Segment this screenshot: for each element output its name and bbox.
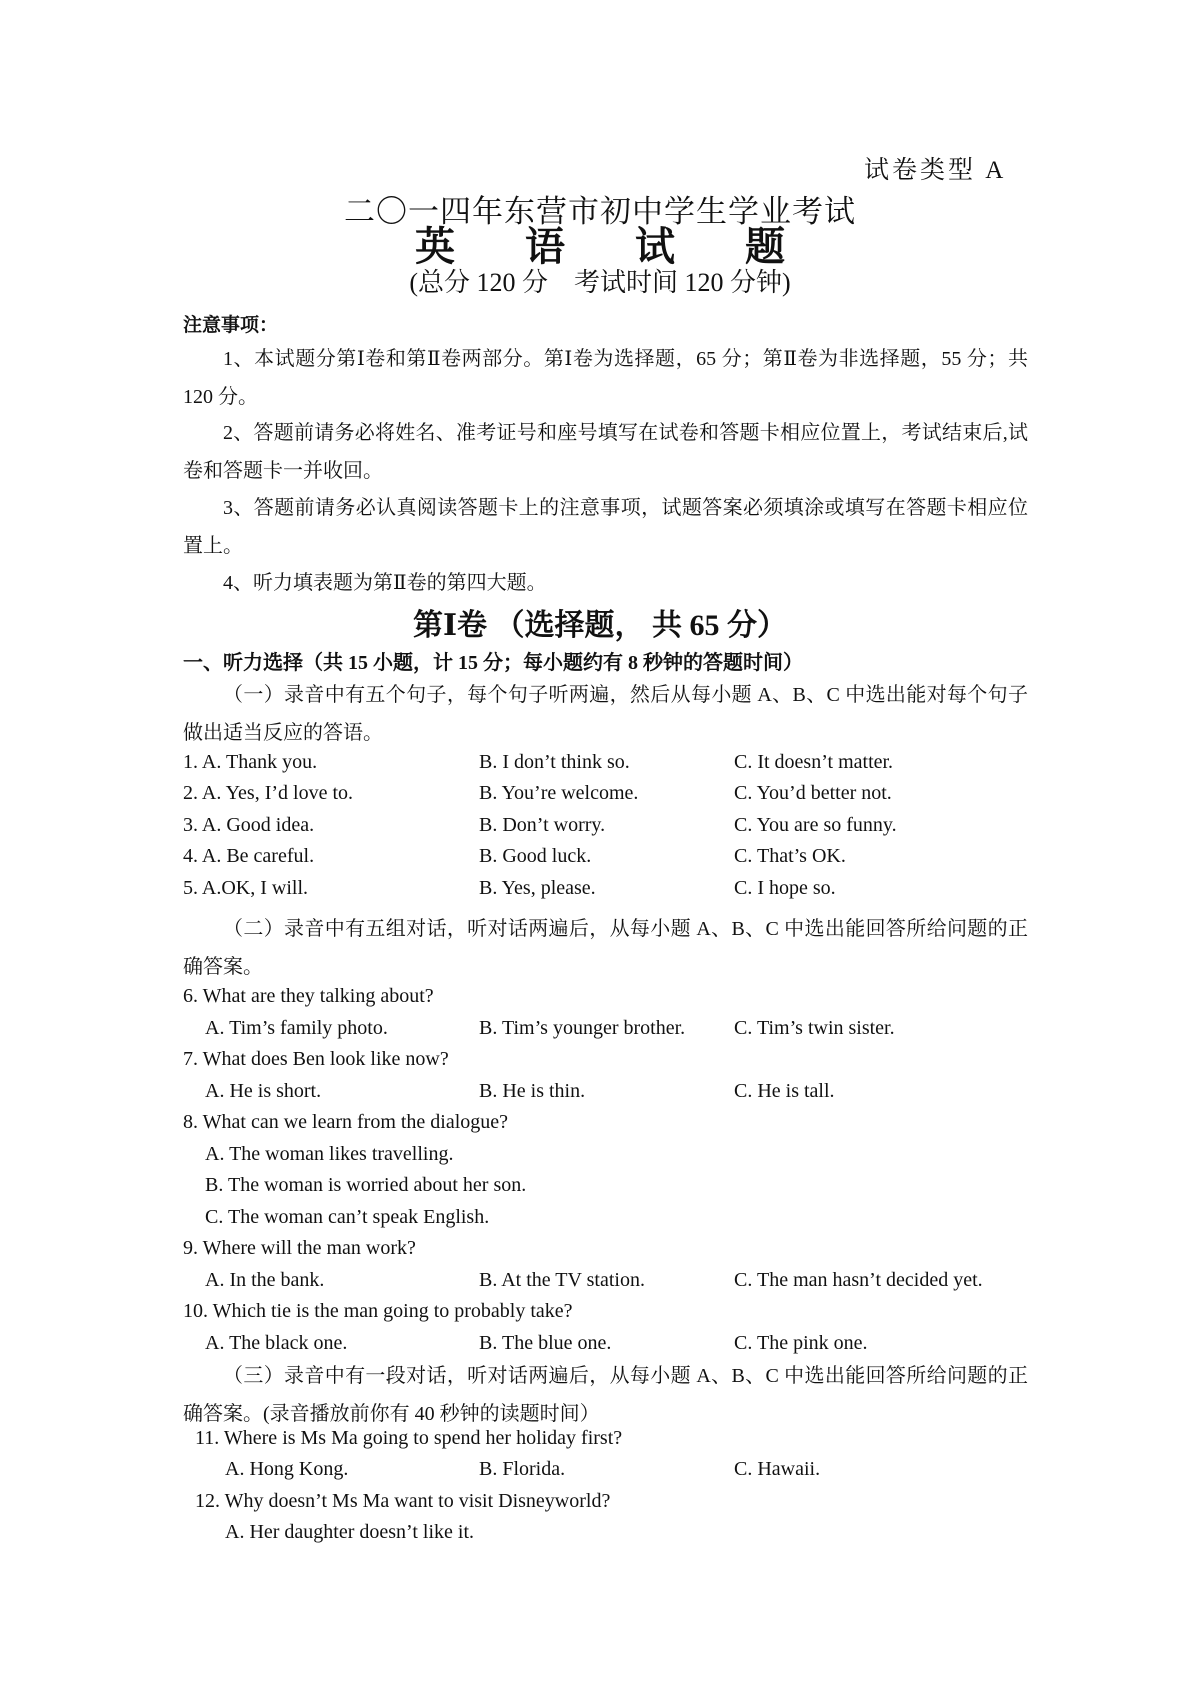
option-b: B. At the TV station. (479, 1269, 645, 1291)
option-c: C. That’s OK. (734, 845, 846, 867)
paper-type-label: 试卷类型 A (864, 157, 1007, 184)
option-a: A. Hong Kong. (225, 1458, 349, 1480)
option-c: C. The man hasn’t decided yet. (734, 1269, 983, 1291)
option-a: 1. A. Thank you. (183, 751, 318, 773)
notice-heading: 注意事项： (183, 315, 279, 336)
part-title: 一、听力选择（共 15 小题，计 15 分；每小题约有 8 秒钟的答题时间） (183, 652, 803, 674)
question-stem: 8. What can we learn from the dialogue? (183, 1111, 509, 1133)
subject-title: 英 语 试 题 (415, 224, 815, 269)
option-b: B. You’re welcome. (479, 782, 639, 804)
option-c: C. You’d better not. (734, 782, 892, 804)
question-stem: 10. Which tie is the man going to probably take? (183, 1300, 573, 1322)
option-c: C. The pink one. (734, 1332, 868, 1354)
option-a: 4. A. Be careful. (183, 845, 315, 867)
sub-section-intro: （三）录音中有一段对话，听对话两遍后，从每小题 A、B、C 中选出能回答所给问题的正确答案。(录音播放前你有 40 秒钟的读题时间） (183, 1365, 1028, 1425)
question-stem: 11. Where is Ms Ma going to spend her holiday first? (195, 1427, 623, 1449)
option-c: C. I hope so. (734, 877, 836, 899)
option-c: C. The woman can’t speak English. (205, 1206, 490, 1228)
option-a: 3. A. Good idea. (183, 814, 315, 836)
option-b: B. Tim’s younger brother. (479, 1017, 686, 1039)
option-a: 2. A. Yes, I’d love to. (183, 782, 354, 804)
notice-item: 2、答题前请务必将姓名、准考证号和座号填写在试卷和答题卡相应位置上，考试结束后,试卷和答题卡一并收回。 (183, 422, 1028, 482)
sub-section-intro: （一）录音中有五个句子，每个句子听两遍，然后从每小题 A、B、C 中选出能对每个句子做出适当反应的答语。 (183, 684, 1028, 744)
option-a: 5. A.OK, I will. (183, 877, 308, 899)
option-c: C. Hawaii. (734, 1458, 821, 1480)
option-a: A. Tim’s family photo. (205, 1017, 388, 1039)
option-b: B. Don’t worry. (479, 814, 606, 836)
question-stem: 9. Where will the man work? (183, 1237, 416, 1259)
question-stem: 6. What are they talking about? (183, 985, 434, 1007)
option-c: C. He is tall. (734, 1080, 835, 1102)
section-title: 第Ⅰ卷 （选择题， 共 65 分） (412, 609, 788, 642)
notice-item: 1、本试题分第Ⅰ卷和第Ⅱ卷两部分。第Ⅰ卷为选择题，65 分；第Ⅱ卷为非选择题，55 分；共 120 分。 (183, 348, 1028, 408)
option-b: B. The blue one. (479, 1332, 612, 1354)
score-time-info: (总分 120 分 考试时间 120 分钟) (409, 268, 791, 297)
option-a: A. In the bank. (205, 1269, 325, 1291)
option-c: C. It doesn’t matter. (734, 751, 894, 773)
option-c: C. Tim’s twin sister. (734, 1017, 895, 1039)
option-b: B. The woman is worried about her son. (205, 1174, 527, 1196)
question-stem: 7. What does Ben look like now? (183, 1048, 449, 1070)
option-b: B. Good luck. (479, 845, 592, 867)
exam-title: 二〇一四年东营市初中学生学业考试 (344, 194, 856, 229)
notice-item: 4、听力填表题为第Ⅱ卷的第四大题。 (223, 572, 547, 594)
option-a: A. Her daughter doesn’t like it. (225, 1521, 475, 1543)
option-a: A. The black one. (205, 1332, 348, 1354)
option-a: A. The woman likes travelling. (205, 1143, 454, 1165)
option-b: B. I don’t think so. (479, 751, 630, 773)
option-b: B. He is thin. (479, 1080, 586, 1102)
option-b: B. Yes, please. (479, 877, 596, 899)
option-b: B. Florida. (479, 1458, 566, 1480)
option-c: C. You are so funny. (734, 814, 897, 836)
sub-section-intro: （二）录音中有五组对话，听对话两遍后，从每小题 A、B、C 中选出能回答所给问题的正确答案。 (183, 918, 1028, 978)
notice-item: 3、答题前请务必认真阅读答题卡上的注意事项，试题答案必须填涂或填写在答题卡相应位置上。 (183, 497, 1028, 557)
question-stem: 12. Why doesn’t Ms Ma want to visit Disneyworld? (195, 1490, 611, 1512)
option-a: A. He is short. (205, 1080, 322, 1102)
